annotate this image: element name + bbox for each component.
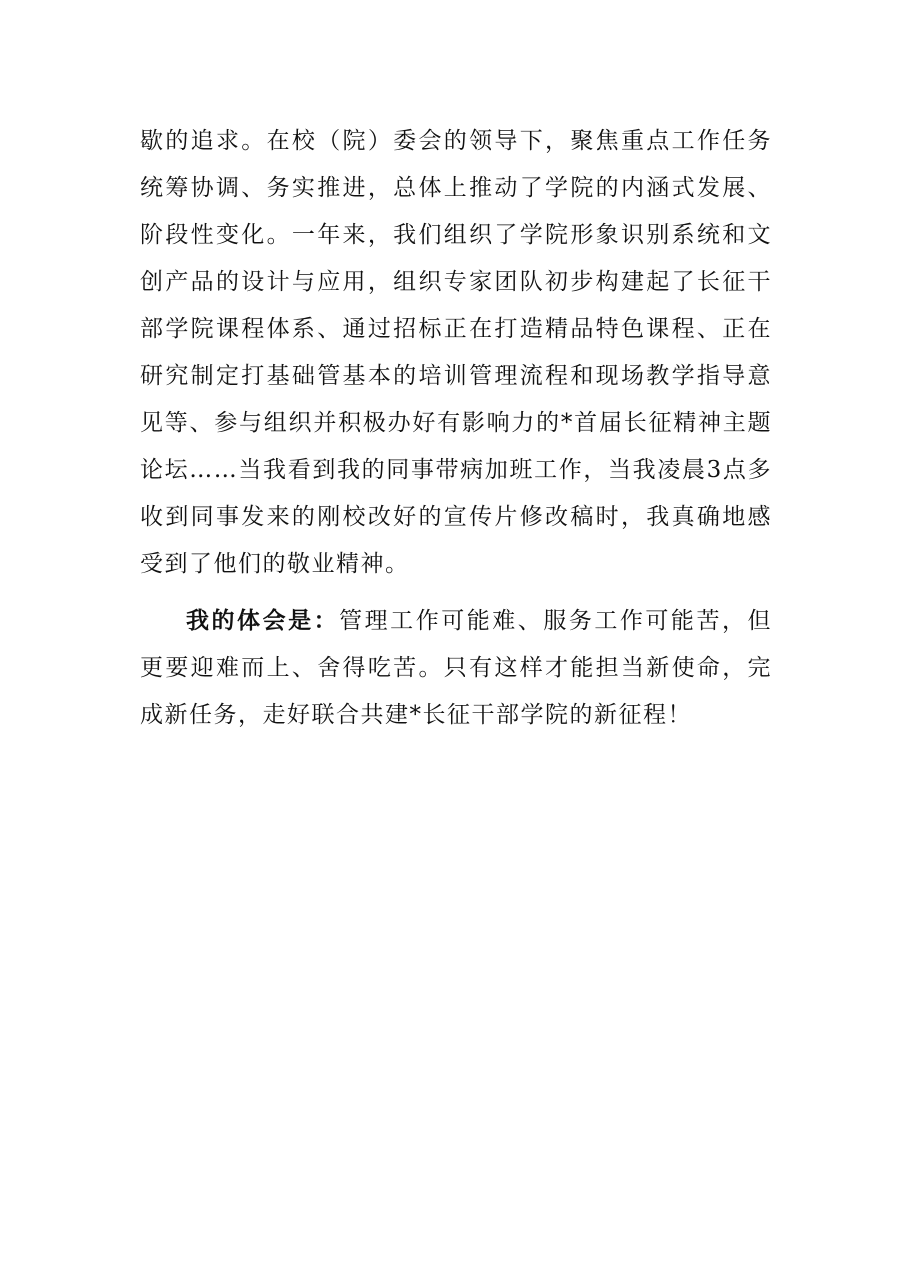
paragraph-1-text: 歇的追求。在校（院）委会的领导下，聚焦重点工作任务统筹协调、务实推进，总体上推动了学院的内涵式发展、阶段性变化。一年来，我们组织了学院形象识别系统和文创产品的设计与应用，组织专家团队初步构建起了长征干部学院课程体系、通过招标正在打造精品特色课程、正在研究制定打基础管基本的培训管理流程和现场教学指导意见等、参与组织并积极办好有影响力的*首届长征精神主题论坛……当我看到我的同事带病加班工作，当我凌晨3点多收到同事发来的刚校改好的宣传片修改稿时，我真确地感受到了他们的敬业精神。 <box>140 128 772 577</box>
document-body <box>140 118 772 739</box>
paragraph-1 <box>140 118 772 588</box>
paragraph-2-text: 管理工作可能难、服务工作可能苦，但更要迎难而上、舍得吃苦。只有这样才能担当新使命，完成新任务，走好联合共建*长征干部学院的新征程！ <box>140 608 773 728</box>
paragraph-2-lead: 我的体会是： <box>186 608 340 634</box>
paragraph-2 <box>140 598 772 739</box>
